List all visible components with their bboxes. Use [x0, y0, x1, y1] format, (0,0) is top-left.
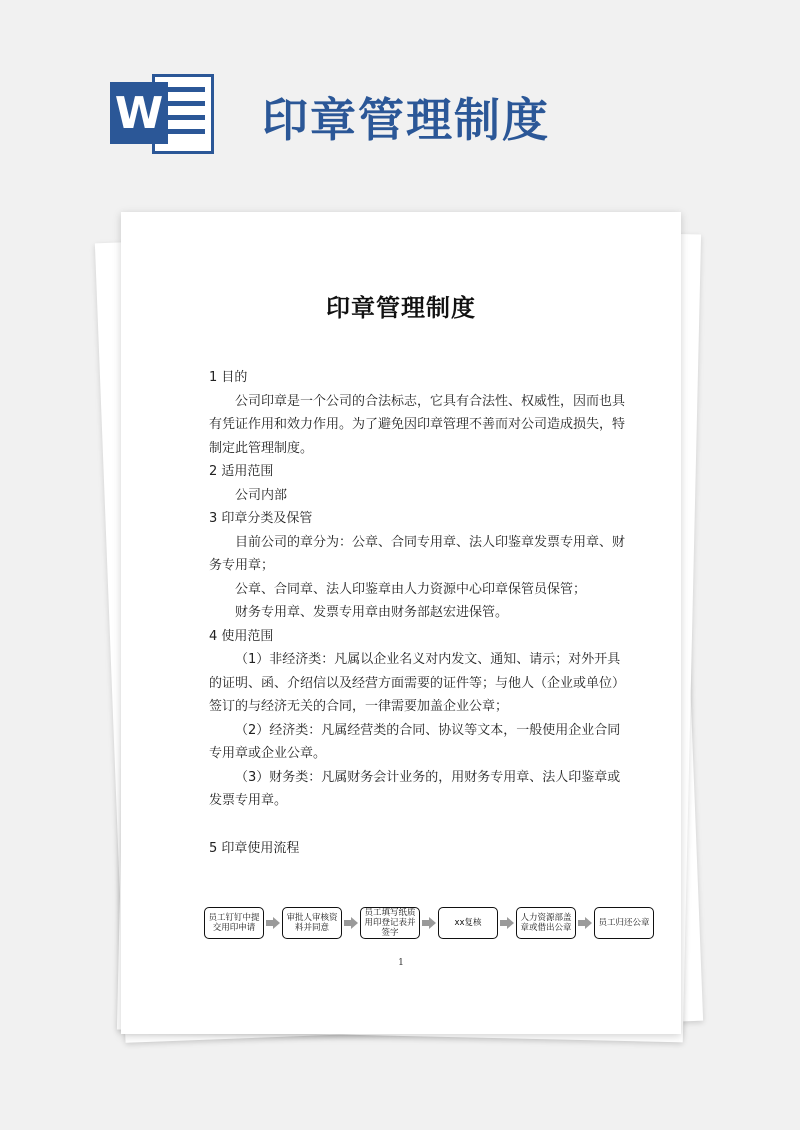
- document-page: [121, 212, 681, 1034]
- word-logo-icon: [110, 68, 215, 156]
- arrow-right-icon: [422, 917, 436, 929]
- arrow-right-icon: [500, 917, 514, 929]
- section-heading: 3 印章分类及保管: [209, 511, 313, 526]
- flow-step: 审批人审核资料并同意: [282, 907, 342, 939]
- arrow-right-icon: [266, 917, 280, 929]
- flow-step: 员工填写纸质用印登记表并签字: [360, 907, 420, 939]
- flow-step: xx复核: [438, 907, 498, 939]
- paragraph: 公司内部: [235, 487, 288, 503]
- paragraph: （2）经济类：凡属经营类的合同、协议等文本，一般使用企业合同专用章或企业公章。: [209, 722, 621, 761]
- section-heading: 2 适用范围: [209, 464, 274, 479]
- section-heading: 5 印章使用流程: [209, 840, 300, 856]
- paragraph: （3）财务类：凡属财务会计业务的，用财务专用章、法人印鉴章或发票专用章。: [209, 769, 621, 808]
- flow-step: 人力资源部盖章或借出公章: [516, 907, 576, 939]
- document-title: 印章管理制度: [326, 294, 476, 322]
- section-heading: 4 使用范围: [209, 628, 274, 644]
- banner-title: 印章管理制度: [262, 93, 550, 147]
- paragraph: （1）非经济类：凡属以企业名义对内发文、通知、请示；对外开具的证明、函、介绍信以及经营方面需要的证件等；与他人（企业或单位）签订的与经济无关的合同，一律需要加盖企业公章；: [209, 652, 626, 714]
- arrow-right-icon: [578, 917, 592, 929]
- paragraph: 公章、合同章、法人印鉴章由人力资源中心印章保管员保管；: [235, 581, 587, 597]
- paragraph: 财务专用章、发票专用章由财务部赵宏进保管。: [235, 605, 509, 620]
- section-heading: 1 目的: [209, 370, 248, 385]
- arrow-right-icon: [344, 917, 358, 929]
- document-body: [209, 366, 629, 860]
- page-number: 1: [398, 958, 404, 968]
- paragraph: 公司印章是一个公司的合法标志，它具有合法性、权威性，因而也具有凭证作用和效力作用。为了避免因印章管理不善而对公司造成损失，特制定此管理制度。: [209, 393, 626, 456]
- paragraph: 目前公司的章分为：公章、合同专用章、法人印鉴章发票专用章、财务专用章；: [209, 534, 626, 573]
- logo-letter: W: [110, 82, 168, 144]
- process-flowchart: [204, 907, 654, 943]
- flow-step: 员工钉钉中提交用印申请: [204, 907, 264, 939]
- flow-step: 员工归还公章: [594, 907, 654, 939]
